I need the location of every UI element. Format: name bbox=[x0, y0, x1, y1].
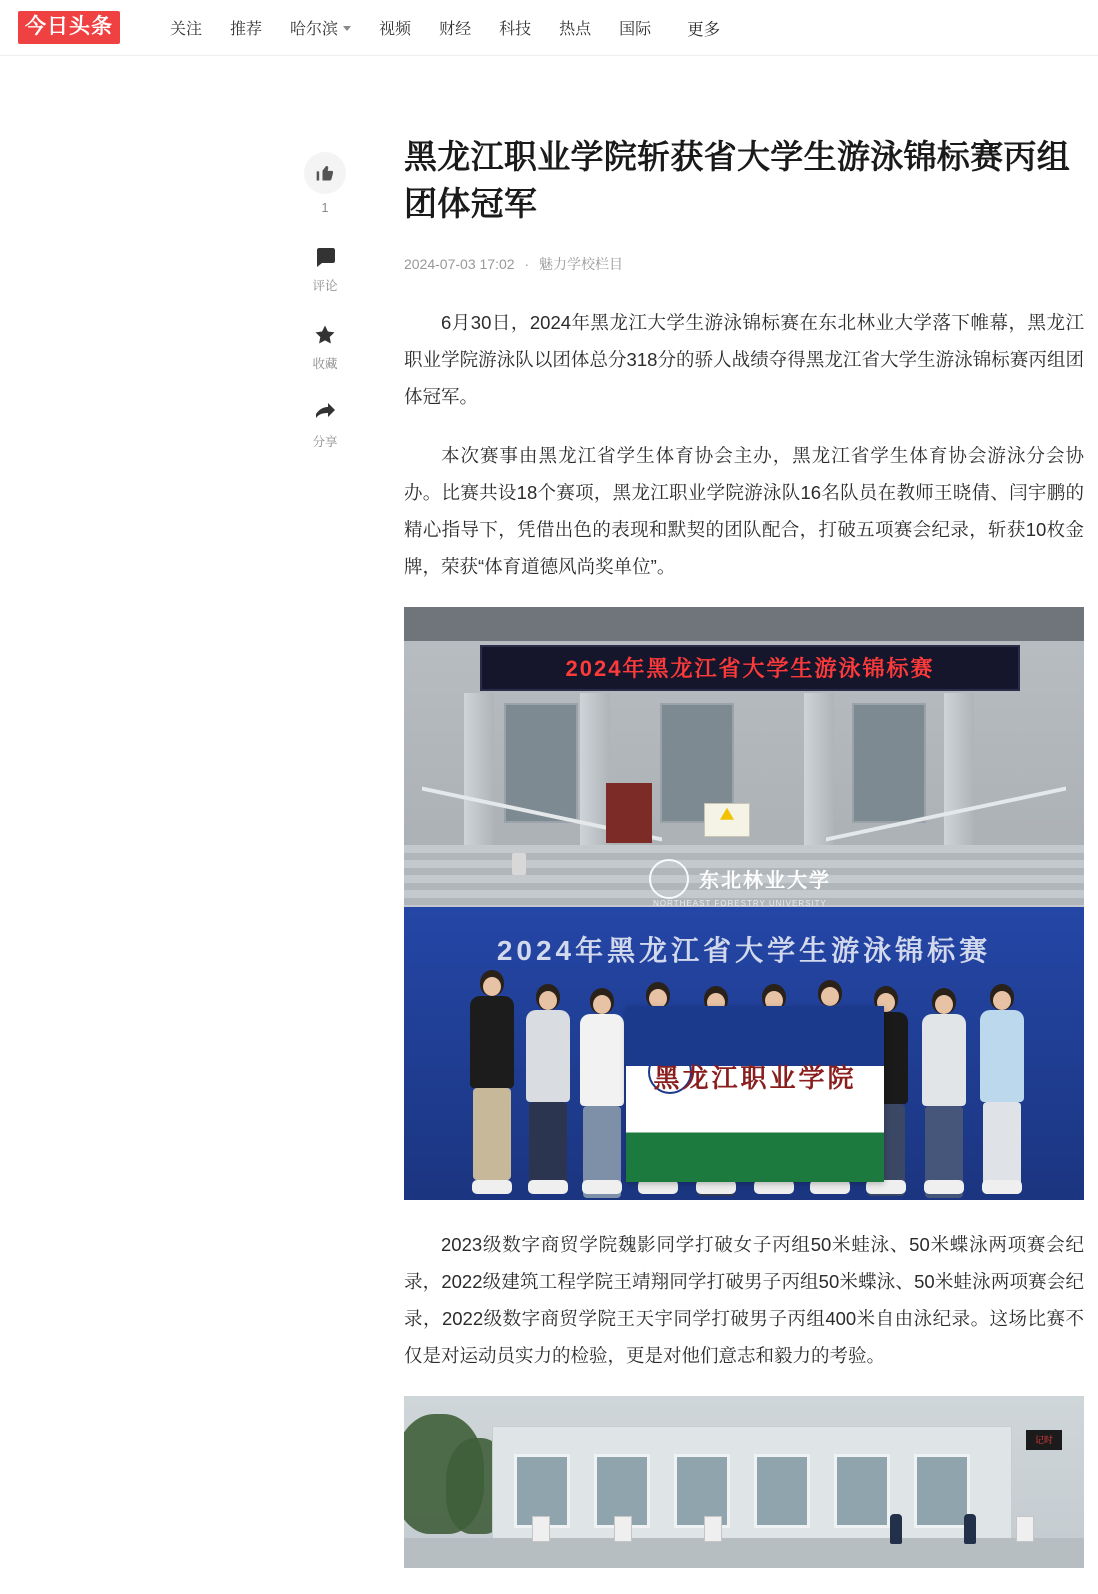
thumbs-up-icon bbox=[304, 152, 346, 194]
share-label: 分享 bbox=[312, 435, 338, 449]
nav-item-label: 国际 bbox=[619, 21, 652, 38]
article-date: 2024-07-03 17:02 bbox=[404, 255, 515, 272]
photo-person bbox=[466, 970, 518, 1200]
share-button[interactable] bbox=[312, 398, 337, 450]
article-image-team-photo[interactable] bbox=[404, 607, 1084, 1200]
nav-item-shipin[interactable] bbox=[365, 10, 425, 45]
nav-item-label: 哈尔滨 bbox=[290, 21, 339, 38]
venue-photo-illustration bbox=[404, 1396, 1084, 1568]
photo-chair bbox=[614, 1516, 632, 1542]
nav-item-keji[interactable] bbox=[485, 10, 545, 45]
article-meta bbox=[404, 254, 1084, 274]
photo-person bbox=[522, 984, 574, 1200]
article-paragraph: 本次赛事由黑龙江省学生体育协会主办，黑龙江省学生体育协会游泳分会协办。比赛共设18个赛项，黑龙江职业学院游泳队16名队员在教师王晓倩、闫宇鹏的精心指导下，凭借出色的表现和默契的团队配合，打破五项赛会纪录，斩获10枚金牌，荣获“体育道德风尚奖单位”。 bbox=[404, 444, 1084, 577]
photo-led-text: 记时 bbox=[1034, 1434, 1053, 1445]
comment-label: 评论 bbox=[312, 279, 338, 293]
photo-flag-text: 黑龙江职业学院 bbox=[653, 1062, 857, 1093]
article-action-rail bbox=[296, 152, 354, 476]
nav-item-label: 财经 bbox=[439, 21, 472, 38]
nav-item-redian[interactable] bbox=[545, 10, 605, 45]
photo-person bbox=[918, 988, 970, 1200]
photo-window bbox=[852, 703, 926, 823]
nav-item-caijing[interactable] bbox=[425, 10, 485, 45]
article-paragraph: 6月30日，2024年黑龙江大学生游泳锦标赛在东北林业大学落下帷幕，黑龙江职业学院游泳队以团体总分318分的骄人战绩夺得黑龙江省大学生游泳锦标赛丙组团体冠军。 bbox=[404, 311, 1084, 407]
like-button[interactable] bbox=[304, 152, 346, 216]
nav-item-label: 更多 bbox=[687, 20, 721, 39]
photo-chair bbox=[704, 1516, 722, 1542]
photo-ground bbox=[404, 1538, 1084, 1568]
nav-item-label: 推荐 bbox=[230, 21, 263, 38]
star-icon bbox=[313, 320, 337, 350]
site-logo[interactable]: 今日头条 bbox=[18, 11, 120, 43]
photo-window bbox=[834, 1454, 890, 1528]
photo-window bbox=[914, 1454, 970, 1528]
page-title: 黑龙江职业学院斩获省大学生游泳锦标赛丙组团体冠军 bbox=[404, 138, 1070, 222]
favorite-label: 收藏 bbox=[312, 357, 338, 371]
photo-person bbox=[976, 984, 1028, 1200]
photo-banner-text: 2024年黑龙江省大学生游泳锦标赛 bbox=[565, 656, 935, 682]
page-body bbox=[0, 56, 1098, 1568]
nav-item-label: 视频 bbox=[379, 21, 412, 38]
photo-window bbox=[754, 1454, 810, 1528]
share-icon bbox=[313, 398, 337, 428]
photo-led-display bbox=[1026, 1430, 1062, 1450]
photo-chair bbox=[532, 1516, 550, 1542]
article-source[interactable]: 魅力学校栏目 bbox=[539, 255, 623, 272]
team-photo-illustration bbox=[404, 607, 1084, 1200]
photo-backdrop-text: 2024年黑龙江省大学生游泳锦标赛 bbox=[496, 934, 992, 966]
photo-person bbox=[964, 1514, 976, 1544]
article-image-venue-photo[interactable] bbox=[404, 1396, 1084, 1568]
photo-university-name: 东北林业大学 bbox=[699, 870, 831, 893]
photo-person bbox=[576, 988, 628, 1200]
nav-item-label: 热点 bbox=[559, 21, 592, 38]
photo-warning-sign bbox=[704, 803, 750, 837]
nav-item-label: 关注 bbox=[170, 21, 203, 38]
site-header bbox=[0, 0, 1098, 56]
university-seal-icon bbox=[649, 859, 689, 899]
photo-person bbox=[890, 1514, 902, 1544]
article-paragraph: 2023级数字商贸学院魏影同学打破女子丙组50米蛙泳、50米蝶泳两项赛会纪录，2022级建筑工程学院王靖翔同学打破男子丙组50米蝶泳、50米蛙泳两项赛会纪录，2022级数字商贸学院王天宇同学打破男子丙组400米自由泳纪录。这场比赛不仅是对运动员实力的检验，更是对他们意志和毅力的考验。 bbox=[404, 1233, 1084, 1366]
nav-item-guoji[interactable] bbox=[605, 10, 665, 45]
photo-university-logo bbox=[590, 853, 890, 905]
photo-chair bbox=[1016, 1516, 1034, 1542]
favorite-button[interactable] bbox=[312, 320, 337, 372]
like-count: 1 bbox=[321, 201, 329, 215]
main-navigation bbox=[156, 10, 734, 46]
chevron-down-icon bbox=[343, 26, 351, 31]
photo-trophy bbox=[512, 853, 526, 875]
nav-item-more[interactable] bbox=[665, 10, 734, 46]
nav-item-city[interactable] bbox=[276, 10, 365, 45]
photo-team-flag bbox=[626, 1006, 884, 1182]
comment-icon bbox=[313, 242, 337, 272]
photo-window bbox=[504, 703, 578, 823]
meta-separator: · bbox=[524, 255, 530, 272]
photo-red-panel bbox=[606, 783, 652, 843]
nav-item-tuijian[interactable] bbox=[216, 10, 276, 45]
nav-item-guanzhu[interactable] bbox=[156, 10, 216, 45]
photo-roof bbox=[404, 607, 1084, 641]
article-container bbox=[404, 56, 1084, 1568]
photo-university-subtitle: NORTHEAST FORESTRY UNIVERSITY bbox=[653, 898, 827, 908]
comment-button[interactable] bbox=[312, 242, 337, 294]
nav-item-label: 科技 bbox=[499, 21, 532, 38]
photo-led-banner bbox=[480, 645, 1020, 691]
